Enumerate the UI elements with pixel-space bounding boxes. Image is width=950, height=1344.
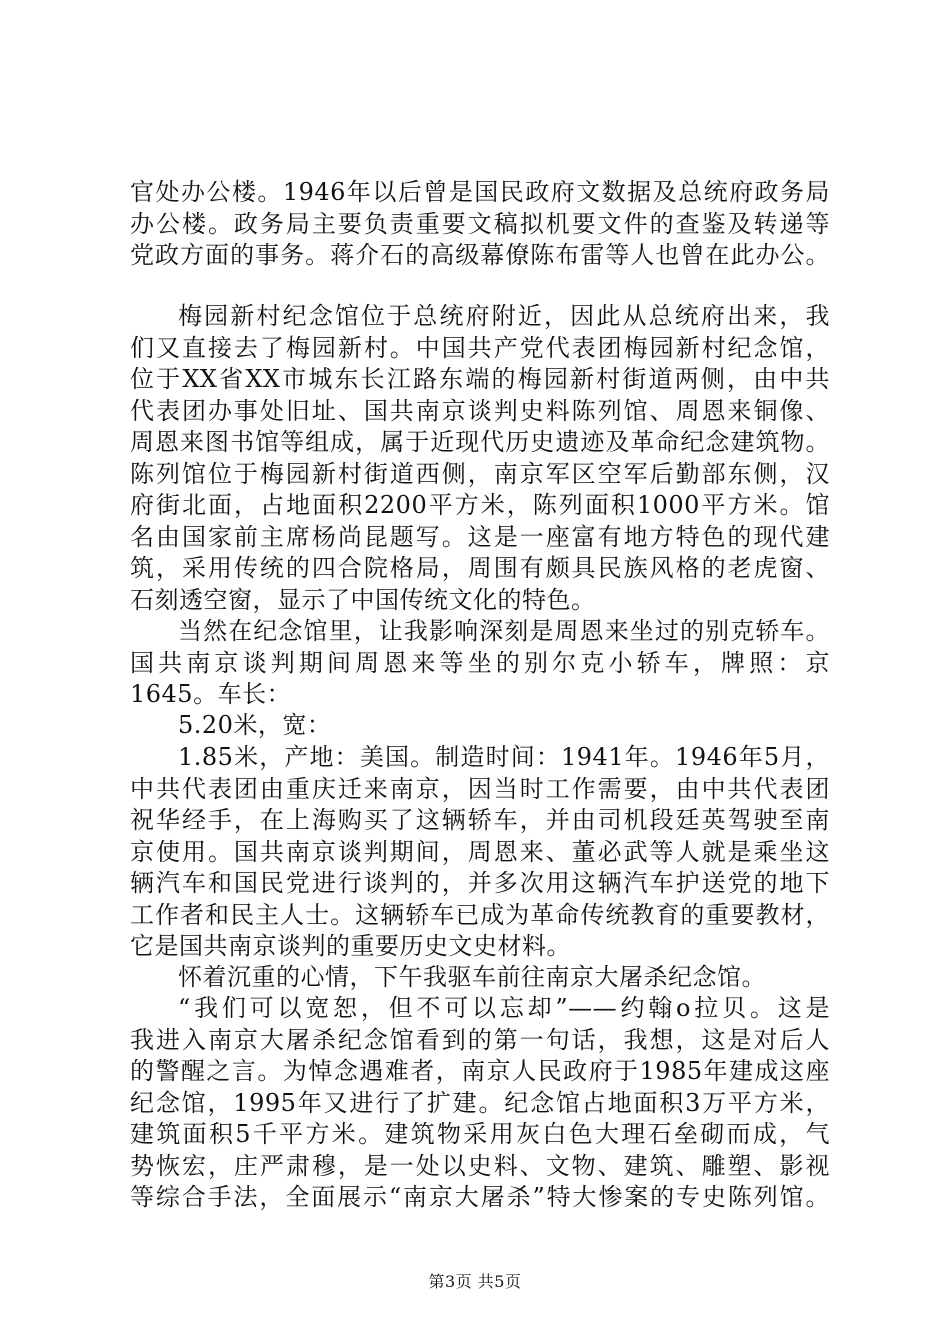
- text-line: 党政方面的事务。蒋介石的高级幕僚陈布雷等人也曾在此办公。: [130, 241, 830, 269]
- text-line: 名由国家前主席杨尚昆题写。这是一座富有地方特色的现代建: [130, 522, 830, 551]
- text-line: 工作者和民主人士。这辆轿车已成为革命传统教育的重要教材，: [130, 900, 830, 929]
- text-line: 辆汽车和国民党进行谈判的，并多次用这辆汽车护送党的地下: [130, 869, 830, 897]
- text-line: 石刻透空窗，显示了中国传统文化的特色。: [130, 585, 596, 614]
- text-line: 的警醒之言。为悼念遇难者，南京人民政府于1985年建成这座: [130, 1057, 830, 1085]
- text-line: 周恩来图书馆等组成，属于近现代历史遗迹及革命纪念建筑物。: [130, 428, 830, 456]
- text-line: 代表团办事处旧址、国共南京谈判史料陈列馆、周恩来铜像、: [130, 396, 830, 425]
- text-line: 势恢宏，庄严肃穆，是一处以史料、文物、建筑、雕塑、影视: [130, 1151, 830, 1180]
- paragraph-7: [130, 993, 830, 1214]
- text-line: 我进入南京大屠杀纪念馆看到的第一句话，我想，这是对后人: [130, 1025, 830, 1054]
- text-line: 怀着沉重的心情，下午我驱车前往南京大屠杀纪念馆。: [178, 963, 766, 991]
- text-line: 京使用。国共南京谈判期间，周恩来、董必武等人就是乘坐这: [130, 837, 830, 866]
- page-number-footer: 第3页 共5页: [428, 1272, 522, 1291]
- text-line: 它是国共南京谈判的重要历史文史材料。: [130, 932, 571, 960]
- text-line: 府街北面，占地面积2200平方米，陈列面积1000平方米。馆: [130, 491, 830, 519]
- text-line: 陈列馆位于梅园新村街道西侧，南京军区空军后勤部东侧，汉: [130, 459, 830, 488]
- text-line: 纪念馆，1995年又进行了扩建。纪念馆占地面积3万平方米，: [130, 1088, 830, 1117]
- paragraph-4: [130, 710, 830, 742]
- text-line: 中共代表团由重庆迁来南京，因当时工作需要，由中共代表团: [130, 774, 830, 803]
- text-line: 等综合手法，全面展示“南京大屠杀”特大惨案的专史陈列馆。: [130, 1183, 830, 1211]
- paragraph-5: [130, 742, 830, 963]
- paragraph-3: [130, 616, 830, 711]
- paragraph-1: [130, 177, 830, 272]
- text-line: 5.20米，宽：: [178, 711, 332, 739]
- text-line: “我们可以宽恕，但不可以忘却”——约翰o拉贝。这是: [178, 994, 830, 1022]
- text-line: 位于XX省XX市城东长江路东端的梅园新村街道两侧，由中共: [130, 365, 830, 393]
- text-line: 1645。车长：: [130, 680, 292, 708]
- paragraph-2: [130, 301, 830, 616]
- text-line: 办公楼。政务局主要负责重要文稿拟机要文件的查鉴及转递等: [130, 209, 830, 238]
- text-line: 们又直接去了梅园新村。中国共产党代表团梅园新村纪念馆，: [130, 333, 830, 362]
- text-line: 1.85米，产地：美国。制造时间：1941年。1946年5月，: [178, 743, 830, 771]
- text-line: 梅园新村纪念馆位于总统府附近，因此从总统府出来，我: [178, 302, 830, 330]
- text-line: 筑，采用传统的四合院格局，周围有颇具民族风格的老虎窗、: [130, 554, 830, 582]
- text-line: 建筑面积5千平方米。建筑物采用灰白色大理石垒砌而成，气: [130, 1120, 830, 1148]
- paragraph-6: [130, 962, 830, 994]
- text-line: 国共南京谈判期间周恩来等坐的别尔克小轿车，牌照：京: [130, 648, 830, 677]
- text-line: 祝华经手，在上海购买了这辆轿车，并由司机段廷英驾驶至南: [130, 806, 830, 834]
- text-line: 官处办公楼。1946年以后曾是国民政府文数据及总统府政务局: [130, 178, 830, 206]
- text-line: 当然在纪念馆里，让我影响深刻是周恩来坐过的别克轿车。: [178, 617, 830, 645]
